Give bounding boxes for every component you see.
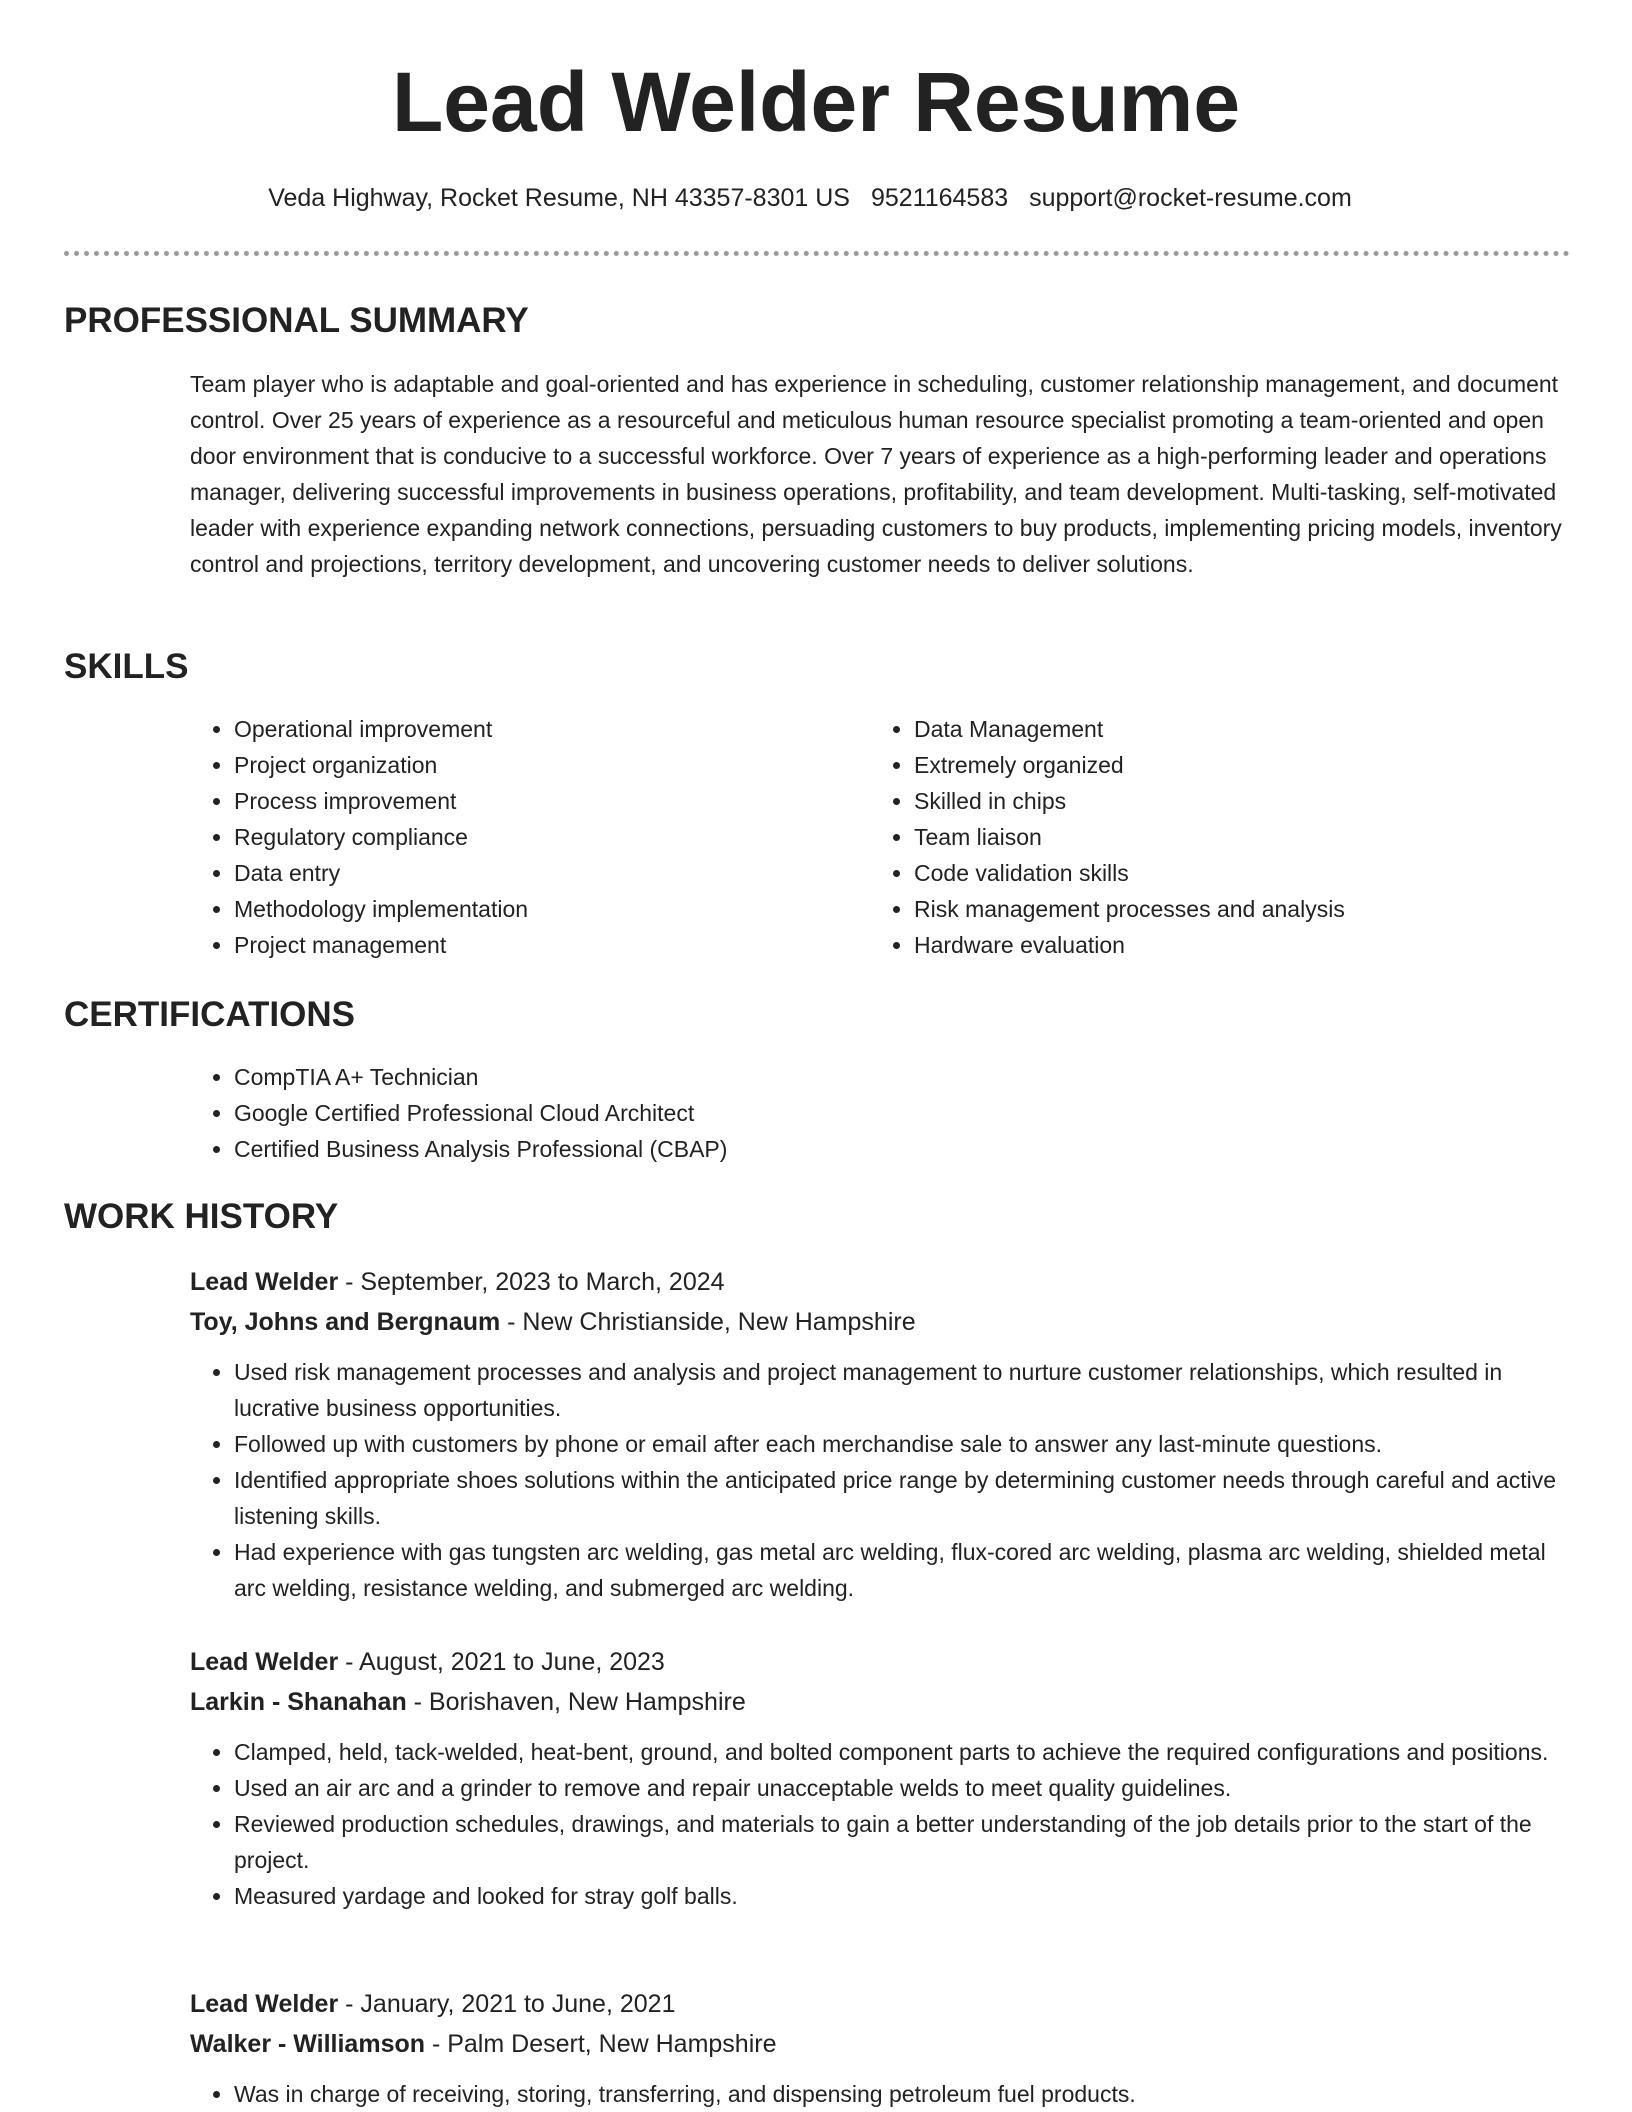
job-title: Lead Welder [190,1648,339,1676]
job-dates: - January, 2021 to June, 2021 [338,1990,676,2018]
job-company-line [190,2024,1570,2064]
skill-item: • Operational improvement [234,711,830,747]
job-company-line [190,1682,1570,1722]
job-location: - Borishaven, New Hampshire [406,1688,746,1716]
summary-heading: PROFESSIONAL SUMMARY [64,301,529,340]
job-title-line [190,1262,1570,1302]
job-duties-list [190,1354,1570,1606]
job-company: Walker - Williamson [190,2030,426,2058]
skills-heading: SKILLS [64,647,189,686]
job-duty: • Used an air arc and a grinder to remove and repair unacceptable welds to meet quality guidelines. [234,1770,1570,1806]
skill-item: • Data Management [914,711,1570,747]
job-duty: • Was in charge of receiving, storing, transferring, and dispensing petroleum fuel products. [234,2076,1570,2112]
skill-item: • Methodology implementation [234,891,830,927]
job-company: Toy, Johns and Bergnaum [190,1308,501,1336]
job-location: - New Christianside, New Hampshire [500,1308,916,1336]
summary-text: Team player who is adaptable and goal-oriented and has experience in scheduling, customer relationship management, and document control. Over 25 years of experience as a resourceful and meticulous human resource specialist promoting a team-oriented and open door environment that is conducive to a successful workforce. Over 7 years of experience as a high-performing leader and operations manager, delivering successful improvements in business operations, profitability, and team development. Multi-tasking, self-motivated leader with experience expanding network connections, persuading customers to buy products, implementing pricing models, inventory control and projections, territory development, and uncovering customer needs to deliver solutions. [190,371,1562,577]
skills-left-column [190,711,830,963]
skills-left-list [190,711,830,963]
job-duty: • Used risk management processes and analysis and project management to nurture customer relationships, which resulted in lucrative business opportunities. [234,1354,1570,1426]
job-company-line [190,1302,1570,1342]
contact-email: support@rocket-resume.com [1029,184,1352,212]
job-title-line [190,1984,1570,2024]
skill-item: • Hardware evaluation [914,927,1570,963]
job-duty: • Followed up with customers by phone or email after each merchandise sale to answer any last-minute questions. [234,1426,1570,1462]
skill-item: • Data entry [234,855,830,891]
skill-item: • Skilled in chips [914,783,1570,819]
contact-info [0,180,1620,216]
skill-item: • Risk management processes and analysis [914,891,1570,927]
job-duty: • Reviewed production schedules, drawings, and materials to gain a better understanding of the job details prior to the start of the project. [234,1806,1570,1878]
skill-item: • Project organization [234,747,830,783]
header-divider [64,251,1570,256]
skill-item: • Code validation skills [914,855,1570,891]
job-duty: • Clamped, held, tack-welded, heat-bent, ground, and bolted component parts to achieve the required configurations and positions. [234,1734,1570,1770]
skill-item: • Process improvement [234,783,830,819]
job-entry [190,1984,1570,2112]
job-duty: • Had experience with gas tungsten arc welding, gas metal arc welding, flux-cored arc welding, plasma arc welding, shielded metal arc welding, resistance welding, and submerged arc welding. [234,1534,1570,1606]
skill-item: • Regulatory compliance [234,819,830,855]
job-duty: • Measured yardage and looked for stray golf balls. [234,1878,1570,1914]
certification-item: • CompTIA A+ Technician [234,1059,1570,1095]
job-duty: • Identified appropriate shoes solutions within the anticipated price range by determining customer needs through careful and active listening skills. [234,1462,1570,1534]
skills-right-column [870,711,1570,963]
skills-right-list [870,711,1570,963]
skill-item: • Team liaison [914,819,1570,855]
certifications-list-wrap [190,1059,1570,1167]
certifications-heading: CERTIFICATIONS [64,995,356,1034]
certification-item: • Certified Business Analysis Professional (CBAP) [234,1131,1570,1167]
work-history-heading: WORK HISTORY [64,1197,339,1236]
certification-item: • Google Certified Professional Cloud Architect [234,1095,1570,1131]
job-title-line [190,1642,1570,1682]
skill-item: • Project management [234,927,830,963]
resume-title: Lead Welder Resume [391,55,1241,149]
job-dates: - August, 2021 to June, 2023 [338,1648,665,1676]
job-location: - Palm Desert, New Hampshire [425,2030,777,2058]
job-title: Lead Welder [190,1268,339,1296]
job-dates: - September, 2023 to March, 2024 [338,1268,725,1296]
contact-phone: 9521164583 [870,184,1009,212]
job-duties-list [190,2076,1570,2112]
job-entry [190,1642,1570,1914]
job-entry [190,1262,1570,1606]
job-duties-list [190,1734,1570,1914]
certifications-list [190,1059,1570,1167]
job-title: Lead Welder [190,1990,339,2018]
contact-address: Veda Highway, Rocket Resume, NH 43357-8301 US [268,184,850,212]
skill-item: • Extremely organized [914,747,1570,783]
job-company: Larkin - Shanahan [190,1688,407,1716]
